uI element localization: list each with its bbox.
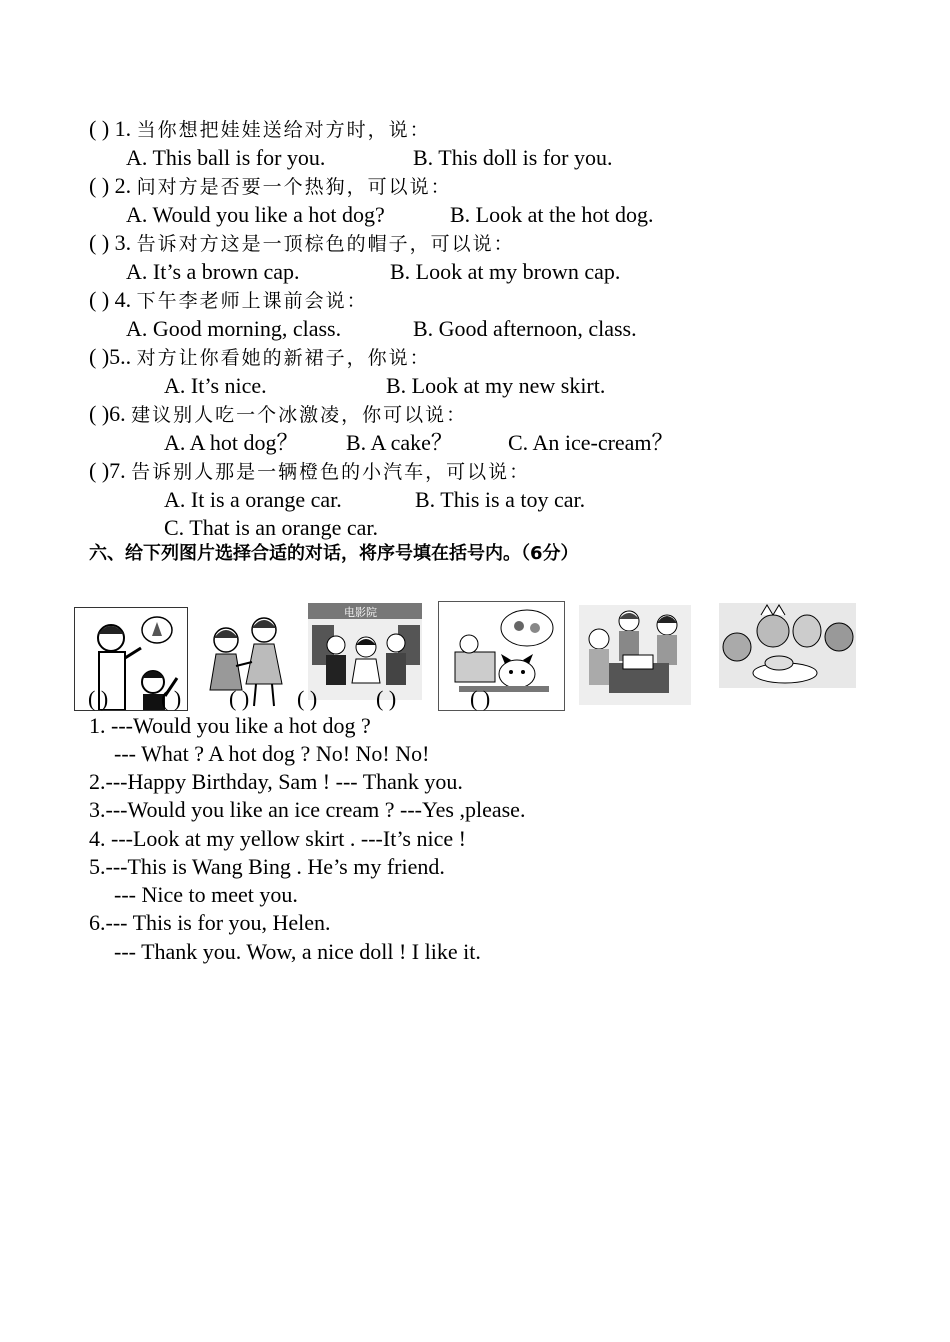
question-7 (89, 458, 530, 484)
option-b: B. This doll is for you. (413, 145, 613, 170)
option-b: B. Look at my brown cap. (390, 259, 621, 284)
question-number: 5.. (109, 344, 132, 369)
answer-paren[interactable]: ( ) (89, 173, 110, 198)
dialogue-line: 6.--- This is for you, Helen. (89, 910, 331, 935)
option-b: B. Good afternoon, class. (413, 316, 637, 341)
cinema-sign: 电影院 (344, 606, 377, 619)
picture-answer-paren[interactable]: ( ) (88, 686, 109, 711)
question-prompt: 当你想把娃娃送给对方时，说： (136, 119, 431, 141)
question-prompt: 告诉对方这是一顶棕色的帽子，可以说： (136, 233, 515, 255)
option-a: A. A hot dog？ (164, 430, 299, 455)
picture-answer-paren[interactable]: ( ) (470, 686, 491, 711)
answer-paren[interactable]: ( ) (89, 230, 110, 255)
answer-paren[interactable]: ( ) (89, 116, 110, 141)
question-3 (89, 230, 515, 256)
question-prompt: 问对方是否要一个热狗，可以说： (136, 176, 452, 198)
option-a: A. Good morning, class. (126, 316, 342, 341)
option-b: B. Look at my new skirt. (386, 373, 606, 398)
question-prompt: 告诉别人那是一辆橙色的小汽车，可以说： (131, 461, 531, 483)
option-a: A. It is a orange car. (164, 487, 342, 512)
dialogue-line: --- Thank you. Wow, a nice doll ! I like it. (114, 939, 481, 964)
answer-paren[interactable]: ( ) (89, 458, 110, 483)
option-a: A. It’s a brown cap. (126, 259, 300, 284)
question-6 (89, 401, 467, 427)
question-prompt: 建议别人吃一个冰激凌，你可以说： (131, 404, 468, 426)
picture-answer-paren[interactable]: ( ) (376, 686, 397, 711)
question-number: 4. (114, 287, 132, 312)
question-prompt: 对方让你看她的新裙子，你说： (136, 347, 431, 369)
picture-cinema (308, 603, 422, 700)
option-c: C. That is an orange car. (164, 515, 379, 540)
option-a: A. This ball is for you. (126, 145, 326, 170)
option-a: A. It’s nice. (164, 373, 267, 398)
question-number: 6. (109, 401, 126, 426)
dialogue-line: 4. ---Look at my yellow skirt . ---It’s nice ! (89, 826, 466, 851)
answer-paren[interactable]: ( ) (89, 401, 110, 426)
picture-family-party (579, 605, 691, 705)
option-a: A. Would you like a hot dog? (126, 202, 385, 227)
picture-answer-paren[interactable]: ( ) (229, 686, 250, 711)
option-b: B. This is a toy car. (415, 487, 586, 512)
question-number: 7. (109, 458, 126, 483)
question-number: 3. (114, 230, 132, 255)
section-heading: 六、给下列图片选择合适的对话，将序号填在括号内。（6分） (89, 543, 579, 564)
dialogue-line: 2.---Happy Birthday, Sam ! --- Thank you. (89, 769, 463, 794)
question-number: 2. (114, 173, 132, 198)
question-5 (89, 344, 431, 370)
question-number: 1. (114, 116, 132, 141)
dialogue-line: --- What ? A hot dog ? No! No! No! (114, 741, 430, 766)
answer-paren[interactable]: ( ) (89, 287, 110, 312)
answer-paren[interactable]: ( ) (89, 344, 110, 369)
question-2 (89, 173, 452, 199)
option-c: C. An ice-cream？ (508, 430, 674, 455)
question-1 (89, 116, 431, 142)
dialogue-line: 5.---This is Wang Bing . He’s my friend. (89, 854, 445, 879)
picture-hot-dog (438, 601, 565, 711)
dialogue-line: 3.---Would you like an ice cream ? ---Yes ,please. (89, 797, 526, 822)
question-prompt: 下午李老师上课前会说： (136, 290, 368, 312)
option-b: B. Look at the hot dog. (450, 202, 654, 227)
picture-answer-paren[interactable]: ( ) (161, 686, 182, 711)
dialogue-line: --- Nice to meet you. (114, 882, 298, 907)
picture-animal-party (719, 603, 856, 688)
picture-answer-paren[interactable]: ( ) (297, 686, 318, 711)
dialogue-line: 1. ---Would you like a hot dog ? (89, 713, 371, 738)
option-b: B. A cake？ (346, 430, 453, 455)
question-4 (89, 287, 368, 313)
